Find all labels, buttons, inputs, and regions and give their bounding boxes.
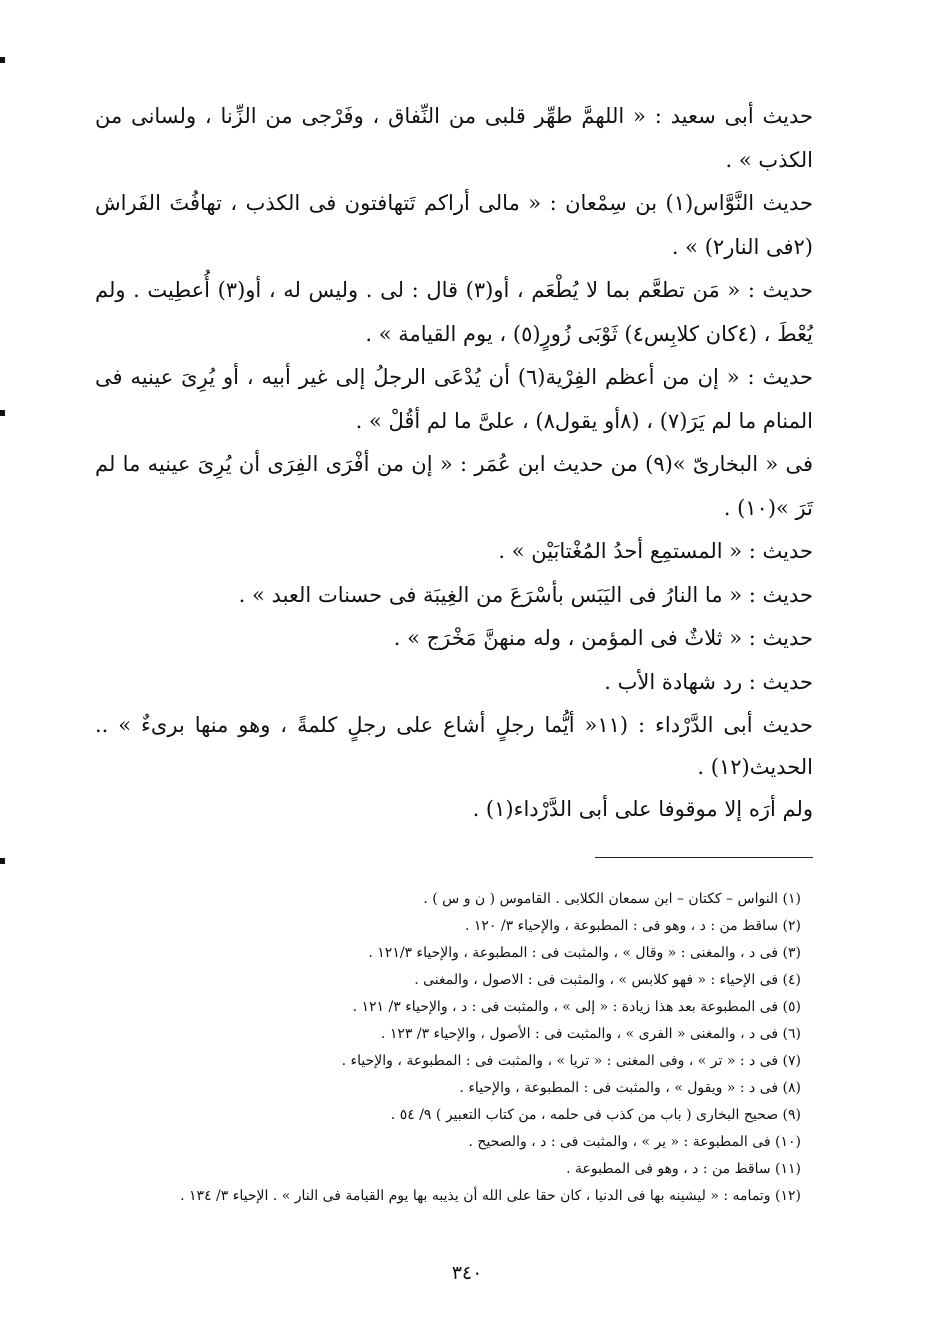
footnote: (٤) فى الإحياء : « فهو كلابس » ، والمثبت فى : الاصول ، والمغنى . [414, 972, 801, 988]
footnote: (٦) فى د ، والمغنى « الفرى » ، والمثبت فى : الأصول ، والإحياء ٣/ ١٢٣ . [380, 1026, 801, 1042]
hadith-paragraph: حديث : « إن من أعظم الفِرْية(٦) أن يُدْعَى الرجلُ إلى غير أبيه ، أو يُرِىَ عينيه فى المنام ما لم يَرَ(٧) ، (٨أو يقول٨) ، علىَّ ما لم أقُلْ » . [95, 365, 813, 433]
hadith-paragraph: حديث : « المستمِع أحدُ المُغْتابَيْن » . [498, 539, 813, 563]
hadith-paragraph: حديث : « مَن تطعَّم بما لا يُطْعَم ، أو(٣) قال : لى . وليس له ، أو(٣) أُعطِيت . ولم يُعْطَ ، (٤كان كلابِس٤) ثَوْبَى زُورٍ(٥) ، يوم القيامة » . [95, 278, 813, 346]
footnote: (٨) فى د : « ويقول » ، والمثبت فى : المطبوعة ، والإحياء . [459, 1080, 801, 1096]
footnote: (١٢) وتمامه : « ليشينه بها فى الدنيا ، كان حقا على الله أن يذيبه بها يوم القيامة فى النار » . الإحياء ٣/ ١٣٤ . [180, 1188, 801, 1204]
footnote: (٥) فى المطبوعة بعد هذا زيادة : « إلى » ، والمثبت فى : د ، والإحياء ٣/ ١٢١ . [352, 999, 801, 1015]
hadith-paragraph: حديث : « ما النارُ فى اليَبَس بأسْرَعَ من الغِيبَة فى حسنات العبد » . [238, 582, 813, 607]
scan-edge-mark [0, 57, 5, 63]
footnote: (١٠) فى المطبوعة : « ير » ، والمثبت فى : د ، والصحيح . [468, 1134, 801, 1150]
footnote: (٧) فى د : « تر » ، وفى المغنى : « تريا » ، والمثبت فى : المطبوعة ، والإحياء . [341, 1053, 801, 1069]
hadith-paragraph: حديث أبى الدَّرْداء : (١١« أيُّما رجلٍ أشاع على رجلٍ كلمةً ، وهو منها برىءٌ » .. الحديث(١٢) . [95, 713, 813, 779]
hadith-paragraph: حديث : « ثلاثٌ فى المؤمن ، وله منهنَّ مَخْرَج » . [393, 626, 813, 650]
footnote-separator [595, 857, 813, 858]
hadith-paragraph: حديث : رد شهادة الأب . [604, 669, 813, 694]
closing-paragraph: ولم أرَه إلا موقوفا على أبى الدَّرْداء(١) . [472, 797, 813, 821]
book-page [95, 95, 813, 1204]
footnote: (٢) ساقط من : د ، وهو فى : المطبوعة ، والإحياء ٣/ ١٢٠ . [464, 918, 801, 934]
footnote: (٣) فى د ، والمغنى : « وقال » ، والمثبت فى : المطبوعة ، والإحياء ١٢١/٣ . [368, 945, 801, 961]
footnote: (١١) ساقط من : د ، وهو فى المطبوعة . [566, 1161, 801, 1177]
footnotes [111, 886, 801, 1210]
main-text [95, 95, 813, 830]
scan-edge-mark [0, 858, 5, 864]
footnote: (١) النواس – ككتان – ابن سمعان الكلابى . القاموس ( ن و س ) . [423, 891, 801, 907]
hadith-paragraph: فى « البخارىّ »(٩) من حديث ابن عُمَر : « إن من أفْرَى الفِرَى أن يُرِىَ عينيه ما لم تَرَ »(١٠) . [95, 452, 813, 520]
scan-edge-mark [0, 410, 5, 416]
hadith-paragraph: حديث النَّوَّاس(١) بن سِمْعان : « مالى أراكم تَتهافتون فى الكذب ، تهافُتَ الفَراش (٢فى النار٢) » . [95, 191, 813, 259]
footnote: (٩) صحيح البخارى ( باب من كذب فى حلمه ، من كتاب التعبير ) ٩/ ٥٤ . [390, 1107, 801, 1123]
hadith-paragraph: حديث أبى سعيد : « اللهمَّ طهِّر قلبى من النِّفاق ، وفَرْجى من الزِّنا ، ولسانى من الكذب » . [95, 104, 813, 172]
page-number: ٣٤٠ [451, 1262, 483, 1284]
